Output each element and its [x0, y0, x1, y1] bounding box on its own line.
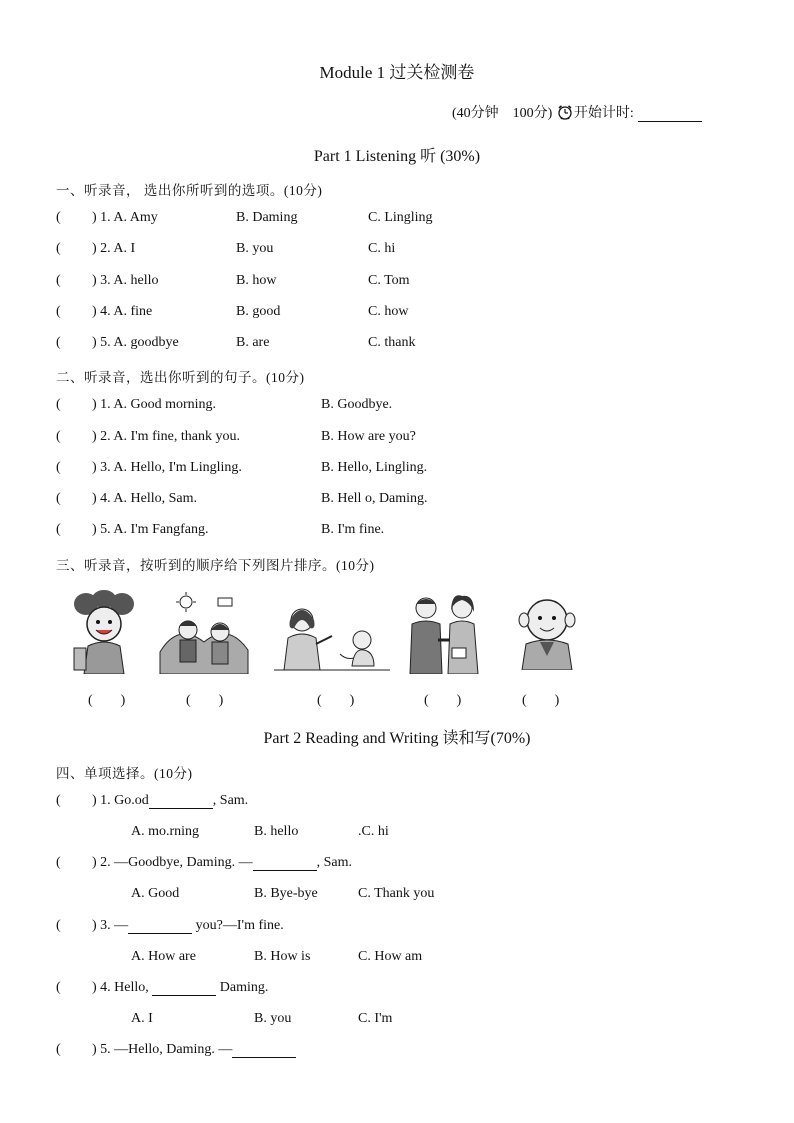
question-stem	[92, 980, 268, 1000]
sentence-option-b: B. Hello, Lingling.	[321, 460, 428, 475]
part1-heading: Part 1 Listening 听 (30%)	[313, 148, 481, 165]
question-stem	[92, 918, 284, 938]
answer-paren[interactable]: (	[56, 980, 61, 995]
time-limit: (40分钟 100分)	[452, 106, 553, 121]
question-option-a: ) 3. A. hello	[92, 273, 159, 288]
answer-paren[interactable]: (	[56, 397, 61, 412]
stem-text: ) 3. —	[92, 918, 129, 933]
order-answer-paren[interactable]: ( )	[424, 693, 462, 708]
choice-option: B. How is	[254, 949, 311, 964]
answer-paren[interactable]: (	[56, 210, 61, 225]
choice-option: C. I'm	[358, 1011, 393, 1026]
start-time-blank[interactable]	[638, 107, 702, 122]
fill-blank[interactable]	[128, 919, 192, 934]
sentence-option-a: ) 4. A. Hello, Sam.	[92, 491, 197, 506]
stem-text: ) 5. —Hello, Daming. —	[92, 1042, 233, 1057]
question-stem	[92, 1042, 296, 1062]
section2-title: 二、听录音，选出你听到的句子。(10分)	[56, 370, 305, 385]
section4-title: 四、单项选择。(10分)	[56, 766, 193, 781]
sentence-option-a: ) 3. A. Hello, I'm Lingling.	[92, 460, 242, 475]
order-answer-paren[interactable]: ( )	[522, 693, 560, 708]
question-option-a: ) 1. A. Amy	[92, 210, 158, 225]
answer-paren[interactable]: (	[56, 429, 61, 444]
boy-with-scarf-picture	[514, 594, 580, 670]
stem-text: you?—I'm fine.	[192, 918, 284, 933]
fill-blank[interactable]	[149, 794, 213, 809]
question-option-b: B. how	[236, 273, 277, 288]
choice-option: B. you	[254, 1011, 292, 1026]
timing-line	[452, 102, 702, 122]
fill-blank[interactable]	[232, 1043, 296, 1058]
question-option-c: C. Lingling	[368, 210, 433, 225]
answer-paren[interactable]: (	[56, 793, 61, 808]
start-timer-label: 开始计时:	[573, 106, 634, 121]
question-option-b: B. you	[236, 241, 274, 256]
stem-text: ) 4. Hello,	[92, 980, 153, 995]
answer-paren[interactable]: (	[56, 918, 61, 933]
stem-text: Daming.	[216, 980, 269, 995]
fill-blank[interactable]	[253, 856, 317, 871]
section1-title: 一、听录音， 选出你所听到的选项。(10分)	[56, 183, 323, 198]
answer-paren[interactable]: (	[56, 460, 61, 475]
choice-option: A. Good	[131, 886, 180, 901]
answer-paren[interactable]: (	[56, 1042, 61, 1057]
choice-option: A. mo.rning	[131, 824, 200, 839]
sentence-option-b: B. Goodbye.	[321, 397, 393, 412]
sentence-option-a: ) 2. A. I'm fine, thank you.	[92, 429, 240, 444]
question-option-c: C. hi	[368, 241, 396, 256]
choice-option: B. Bye-bye	[254, 886, 318, 901]
question-stem	[92, 793, 248, 813]
question-option-c: C. thank	[368, 335, 416, 350]
answer-paren[interactable]: (	[56, 304, 61, 319]
answer-paren[interactable]: (	[56, 241, 61, 256]
girl-with-backpack-picture	[66, 590, 142, 674]
alarm-clock-icon	[557, 104, 573, 120]
choice-option: A. How are	[131, 949, 196, 964]
order-answer-paren[interactable]: ( )	[317, 693, 355, 708]
choice-option: .C. hi	[358, 824, 389, 839]
question-option-c: C. how	[368, 304, 409, 319]
answer-paren[interactable]: (	[56, 522, 61, 537]
order-answer-paren[interactable]: ( )	[186, 693, 224, 708]
teacher-and-baby-picture	[274, 600, 390, 674]
question-option-c: C. Tom	[368, 273, 410, 288]
stem-text: ) 2. —Goodbye, Daming. —	[92, 855, 253, 870]
sentence-option-b: B. How are you?	[321, 429, 416, 444]
sentence-option-a: ) 5. A. I'm Fangfang.	[92, 522, 209, 537]
answer-paren[interactable]: (	[56, 855, 61, 870]
question-option-a: ) 2. A. I	[92, 241, 136, 256]
choice-option: A. I	[131, 1011, 153, 1026]
sentence-option-b: B. I'm fine.	[321, 522, 385, 537]
question-option-a: ) 4. A. fine	[92, 304, 153, 319]
order-answer-paren[interactable]: ( )	[88, 693, 126, 708]
stem-text: ) 1. Go.od	[92, 793, 149, 808]
answer-paren[interactable]: (	[56, 335, 61, 350]
sentence-option-a: ) 1. A. Good morning.	[92, 397, 217, 412]
choice-option: C. How am	[358, 949, 423, 964]
two-children-outdoors-picture	[158, 592, 250, 674]
question-option-a: ) 5. A. goodbye	[92, 335, 179, 350]
section3-title: 三、听录音，按听到的顺序给下列图片排序。(10分)	[56, 558, 375, 573]
sentence-option-b: B. Hell o, Daming.	[321, 491, 428, 506]
fill-blank[interactable]	[152, 981, 216, 996]
choice-option: B. hello	[254, 824, 299, 839]
question-stem	[92, 855, 352, 875]
answer-paren[interactable]: (	[56, 273, 61, 288]
stem-text: , Sam.	[212, 793, 249, 808]
answer-paren[interactable]: (	[56, 491, 61, 506]
question-option-b: B. good	[236, 304, 281, 319]
choice-option: C. Thank you	[358, 886, 435, 901]
stem-text: , Sam.	[316, 855, 352, 870]
part2-heading: Part 2 Reading and Writing 读和写(70%)	[263, 730, 531, 747]
page-title: Module 1 过关检测卷	[319, 63, 475, 82]
two-adults-shaking-hands-picture	[404, 592, 484, 674]
question-option-b: B. are	[236, 335, 270, 350]
question-option-b: B. Daming	[236, 210, 298, 225]
